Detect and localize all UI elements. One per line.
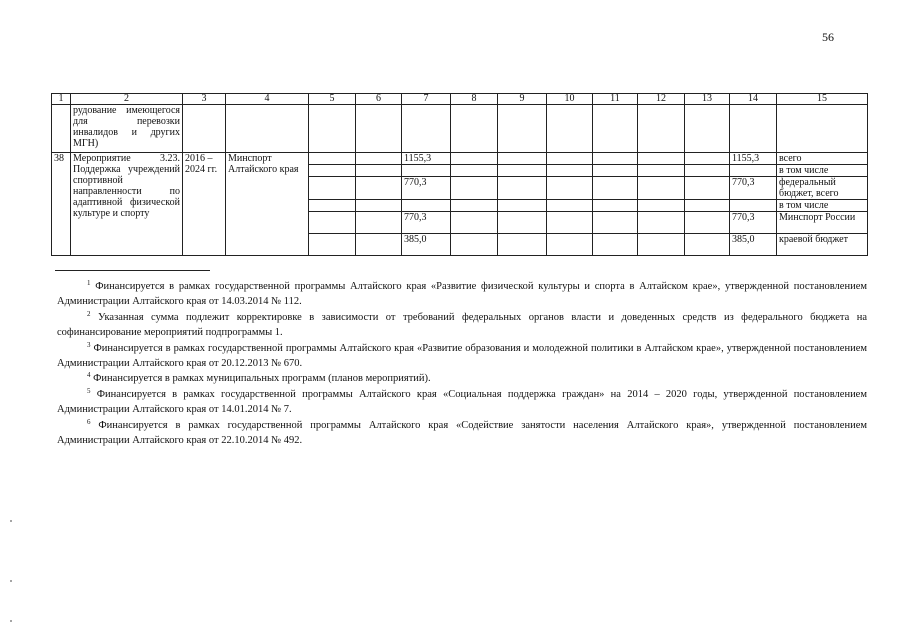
header-cell: 2 xyxy=(71,94,183,105)
header-cell: 6 xyxy=(356,94,402,105)
row-number: 38 xyxy=(52,153,71,256)
footnote-text: Финансируется в рамках муниципальных программ (планов мероприятий). xyxy=(93,373,431,385)
funding-source: в том числе xyxy=(777,200,868,212)
header-cell: 5 xyxy=(309,94,356,105)
amount-c14: 770,3 xyxy=(730,212,777,234)
footnote-mark: 2 xyxy=(87,309,91,318)
amount-c14 xyxy=(730,200,777,212)
footnote-mark: 4 xyxy=(87,371,91,380)
header-cell: 14 xyxy=(730,94,777,105)
funding-source: краевой бюджет xyxy=(777,234,868,256)
amount-c14: 385,0 xyxy=(730,234,777,256)
header-cell: 7 xyxy=(402,94,451,105)
footnote-text: Финансируется в рамках государственной программы Алтайского края «Развитие образования и молодежной политики в Алтайском крае», утвержденной постановлением Администрации Алтайского края от 20.12.2013 № 670. xyxy=(57,342,868,370)
funding-source: в том числе xyxy=(777,165,868,177)
footnote xyxy=(57,341,867,372)
header-cell: 15 xyxy=(777,94,868,105)
amount-c7: 770,3 xyxy=(402,212,451,234)
header-cell: 4 xyxy=(226,94,309,105)
table-row-continuation xyxy=(52,105,868,153)
footnote xyxy=(57,418,867,449)
measure-period: 2016 – 2024 гг. xyxy=(183,153,226,256)
amount-c7: 1155,3 xyxy=(402,153,451,165)
table-header-row xyxy=(52,94,868,105)
header-cell: 12 xyxy=(638,94,685,105)
amount-c7: 770,3 xyxy=(402,177,451,200)
scan-speck xyxy=(10,620,12,622)
footnote xyxy=(57,310,867,341)
continuation-text: рудование имеющегося для перевозки инвалидов и других МГН) xyxy=(71,105,183,153)
footnote-mark: 6 xyxy=(87,417,91,426)
amount-c7 xyxy=(402,200,451,212)
footnote-separator xyxy=(55,270,210,271)
amount-c14 xyxy=(730,165,777,177)
header-cell: 3 xyxy=(183,94,226,105)
measure-executor: Минспорт Алтайского края xyxy=(226,153,309,256)
footnote xyxy=(57,387,867,418)
page-number: 56 xyxy=(822,30,834,44)
scan-speck xyxy=(10,580,12,582)
table-row xyxy=(52,153,868,165)
funding-source: федеральный бюджет, всего xyxy=(777,177,868,200)
footnote xyxy=(57,279,867,310)
header-cell: 1 xyxy=(52,94,71,105)
header-cell: 11 xyxy=(593,94,638,105)
amount-c7 xyxy=(402,165,451,177)
footnotes xyxy=(57,279,867,448)
scan-speck xyxy=(10,520,12,522)
footnote-mark: 1 xyxy=(87,279,91,287)
footnote xyxy=(57,371,867,386)
footnote-mark: 5 xyxy=(87,386,91,395)
measures-table xyxy=(51,93,868,256)
measure-name: Мероприятие 3.23. Поддержка учреждений спортивной направленности по адаптивной физической культуре и спорту xyxy=(71,153,183,256)
amount-c14: 1155,3 xyxy=(730,153,777,165)
funding-source: всего xyxy=(777,153,868,165)
footnote-text: Указанная сумма подлежит корректировке в зависимости от требований федеральных органов власти и доведенных средств из федерального бюджета на софинансирование мероприятий подпрограммы 1. xyxy=(57,311,868,339)
header-cell: 13 xyxy=(685,94,730,105)
header-cell: 9 xyxy=(498,94,547,105)
header-cell: 10 xyxy=(547,94,593,105)
footnote-text: Финансируется в рамках государственной программы Алтайского края «Социальная поддержка граждан» на 2014 – 2020 годы, утвержденной постановлением Администрации Алтайского края от 14.01.2014 № 7. xyxy=(57,388,867,416)
amount-c14: 770,3 xyxy=(730,177,777,200)
footnote-text: Финансируется в рамках государственной программы Алтайского края «Содействие занятости населения Алтайского края», утвержденной постановлением Администрации Алтайского края от 22.10.2014 № 492. xyxy=(57,419,868,447)
funding-source: Минспорт России xyxy=(777,212,868,234)
amount-c7: 385,0 xyxy=(402,234,451,256)
footnote-text: Финансируется в рамках государственной программы Алтайского края «Развитие физической культуры и спорта в Алтайском крае», утвержденной постановлением Администрации Алтайского края от 14.03.2014 № 112. xyxy=(57,281,867,308)
footnote-mark: 3 xyxy=(87,340,91,349)
header-cell: 8 xyxy=(451,94,498,105)
